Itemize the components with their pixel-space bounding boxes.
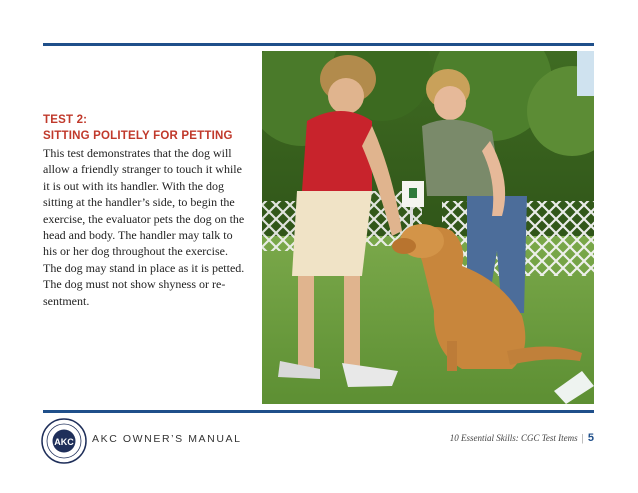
body-line: This test demonstrates that the dog will bbox=[43, 146, 232, 160]
body-line: The dog may stand in place as it is petted. bbox=[43, 260, 245, 275]
bottom-rule bbox=[43, 410, 594, 413]
test-label: TEST 2: bbox=[43, 114, 88, 126]
test-title: SITTING POLITELY FOR PETTING bbox=[43, 130, 233, 142]
akc-seal-text: AKC bbox=[54, 437, 74, 447]
manual-title: AKC OWNER’S MANUAL bbox=[92, 433, 242, 445]
section-title: 10 Essential Skills: CGC Test Items bbox=[449, 433, 578, 443]
test-description bbox=[43, 112, 258, 309]
body-line: allow a friendly stranger to touch it while bbox=[43, 162, 242, 177]
footer-separator: | bbox=[581, 432, 584, 444]
body-line: exercise, the evaluator pets the dog on the bbox=[43, 211, 245, 226]
top-rule bbox=[43, 43, 594, 46]
body-line: sentment. bbox=[43, 293, 90, 308]
page-number: 5 bbox=[587, 432, 594, 444]
body-line: his or her dog throughout the exercise. bbox=[43, 244, 228, 259]
body-line: The dog must not show shyness or re- bbox=[43, 277, 226, 292]
petting-test-photo bbox=[262, 51, 594, 404]
body-line: it is out with its handler. With the dog bbox=[43, 178, 224, 193]
akc-seal-logo bbox=[41, 418, 87, 464]
page-footer bbox=[450, 432, 594, 444]
body-line: head and body. The handler may talk to bbox=[43, 228, 233, 243]
test-body bbox=[43, 145, 258, 309]
body-line: sitting at the handler’s side, to begin the bbox=[43, 195, 235, 210]
